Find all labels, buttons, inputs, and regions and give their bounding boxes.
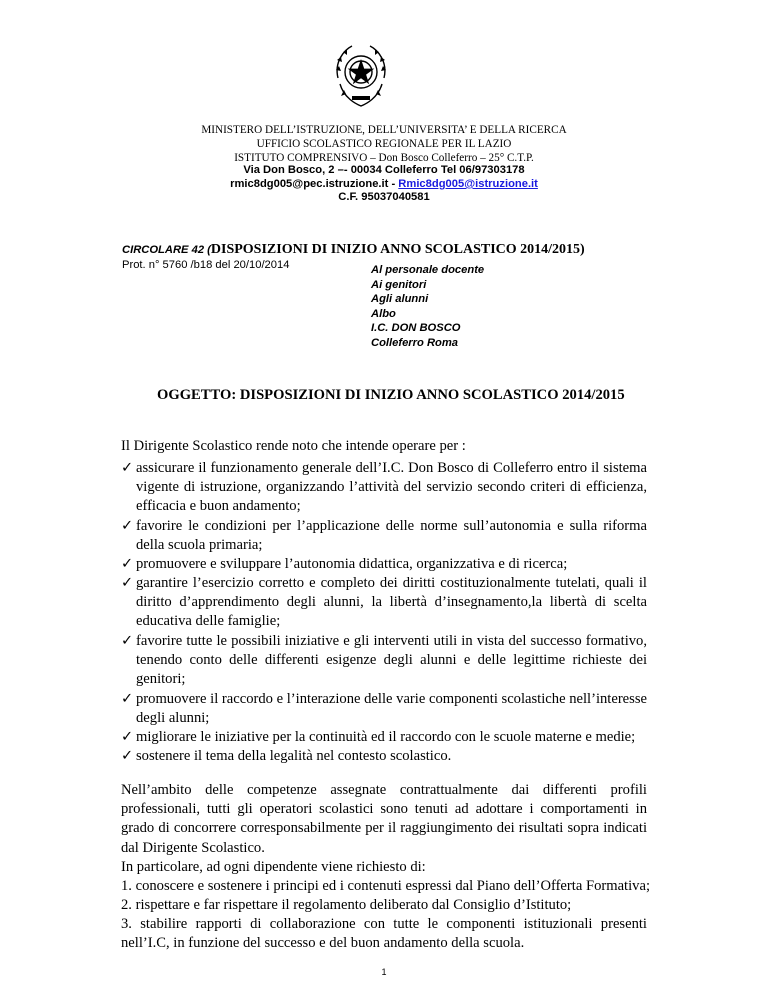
numbered-item: 1. conoscere e sostenere i principi ed i contenuti espressi dal Piano dell’Offerta Formativa; [121,878,650,894]
circolare-title: DISPOSIZIONI DI INIZIO ANNO SCOLASTICO 2014/2015) [210,242,585,257]
tax-code: C.F. 95037040581 [338,191,430,203]
objective-text: favorire tutte le possibili iniziative e gli interventi utili in vista del successo formativo, tenendo conto delle differenti esigenze degli alunni e delle legittime richieste dei genitori; [136,633,647,688]
recipient-line: Agli alunni [371,293,429,306]
page-number: 1 [381,967,387,977]
checkmark-icon: ✓ [121,575,134,591]
numbered-item: 2. rispettare e far rispettare il regolamento deliberato dal Consiglio d’Istituto; [121,897,572,913]
circolare-heading [122,242,585,258]
recipient-line: Al personale docente [371,264,485,276]
recipients-block [371,263,484,351]
ministry-name: MINISTERO DELL’ISTRUZIONE, DELL’UNIVERSITA’ E DELLA RICERCA [201,124,567,136]
body-paragraph: Nell’ambito delle competenze assegnate contrattualmente dai differenti profili professionali, tutti gli operatori scolastici sono tenuti ad adottare i comportamenti in grado di concorrere corresponsabilmente per il raggiungimento dei risultati sopra indicati dal Dirigente Scolastico. [121,782,647,856]
recipient-line: Albo [371,307,396,320]
objective-item [121,747,647,766]
checkmark-icon: ✓ [121,748,134,764]
institute-address: Via Don Bosco, 2 –- 00034 Colleferro Tel 06/97303178 [243,164,525,176]
in-particolare-line: In particolare, ad ogni dipendente viene richiesto di: [121,859,426,875]
objective-text: garantire l’esercizio corretto e completo dei diritti costituzionalmente tutelati, quali il diritto d’apprendimento degli alunni, la libertà d’insegnamento,la libertà di scelta educativa delle famiglie; [136,575,647,630]
objective-item [121,517,647,555]
checkmark-icon: ✓ [121,633,134,649]
circolare-label: CIRCOLARE 42 ( [122,244,211,256]
subject-heading: OGGETTO: DISPOSIZIONI DI INIZIO ANNO SCOLASTICO 2014/2015 [157,387,625,403]
recipient-line: Ai genitori [371,278,427,291]
email-link[interactable]: Rmic8dg005@istruzione.it [398,178,538,190]
contact-emails [0,178,768,190]
protocol-number: Prot. n° 5760 /b18 del 20/10/2014 [122,259,290,271]
pec-email: rmic8dg005@pec.istruzione.it - [230,178,399,190]
objective-item [121,459,647,517]
checkmark-icon: ✓ [121,556,134,572]
checkmark-icon: ✓ [121,518,134,534]
objective-item [121,574,647,632]
objective-text: favorire le condizioni per l’applicazione delle norme sull’autonomia e sulla riforma della scuola primaria; [136,518,647,554]
recipient-line: Colleferro Roma [371,336,459,349]
objective-text: promuovere e sviluppare l’autonomia didattica, organizzativa e di ricerca; [136,556,568,572]
checkmark-icon: ✓ [121,691,134,707]
objective-item [121,728,647,747]
recipient-line: I.C. DON BOSCO [371,322,461,335]
objective-text: assicurare il funzionamento generale dell’I.C. Don Bosco di Colleferro entro il sistema vigente di istruzione, organizzando l’attività del servizio secondo criteri di efficienza, efficacia e buon andamento; [136,460,647,515]
numbered-item: 3. stabilire rapporti di collaborazione con tutte le componenti istituzionali presenti nell’I.C, in funzione del successo e del buon andamento della scuola. [121,916,647,952]
institute-name: ISTITUTO COMPRENSIVO – Don Bosco Colleferro – 25° C.T.P. [234,152,534,164]
objective-text: migliorare le iniziative per la continuità ed il raccordo con le scuole materne e medie; [136,729,636,745]
objective-item [121,555,647,574]
objective-item [121,632,647,690]
checkmark-icon: ✓ [121,729,134,745]
republic-emblem-icon [330,40,392,110]
checkmark-icon: ✓ [121,460,134,476]
objective-item [121,690,647,728]
objective-text: sostenere il tema della legalità nel contesto scolastico. [136,748,452,764]
objective-text: promuovere il raccordo e l’interazione delle varie componenti scolastiche nell’interesse degli alunni; [136,691,647,727]
intro-line: Il Dirigente Scolastico rende noto che intende operare per : [121,438,466,454]
regional-office-name: UFFICIO SCOLASTICO REGIONALE PER IL LAZIO [256,138,512,150]
